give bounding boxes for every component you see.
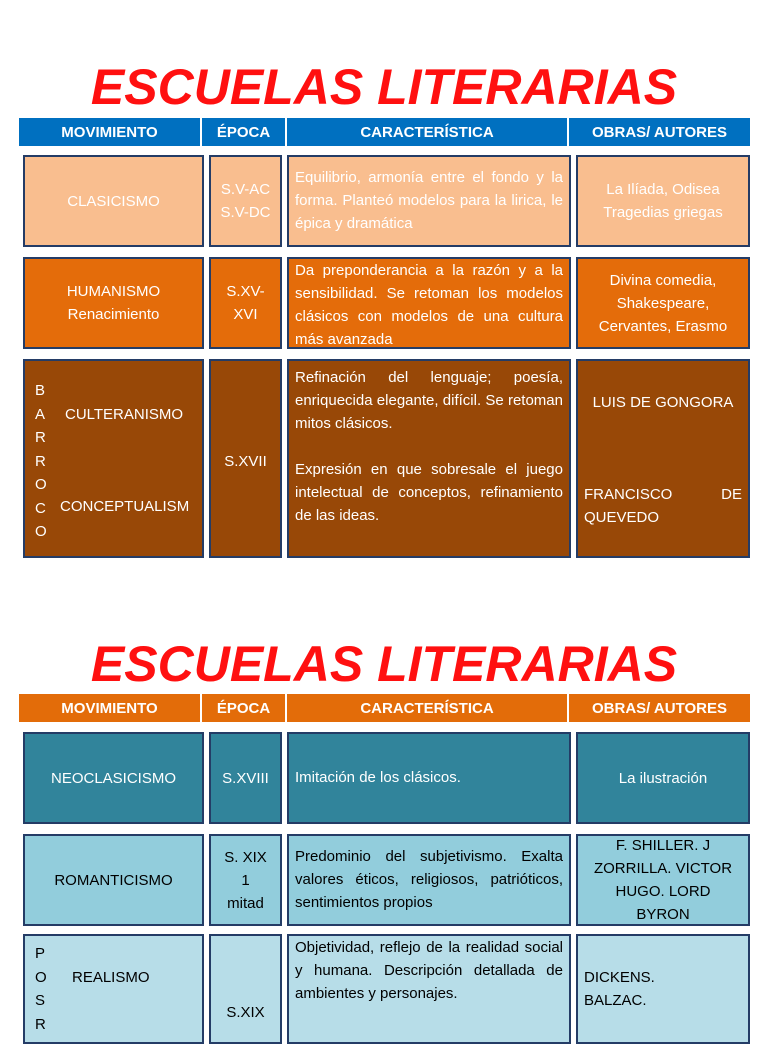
barroco-epoch-cell: [209, 359, 282, 558]
romanticismo-works-line: F. SHILLER. J: [615, 837, 711, 854]
humanismo-characteristic: Da preponderancia a la razón y a la sensibilidad. Se retoman los modelos clásicos con modelos de una cultura más avanzada: [295, 262, 563, 348]
realismo-characteristic-cell: [287, 934, 571, 1044]
romanticismo-characteristic: Predominio del subjetivismo. Exalta valores éticos, religiosos, patrióticos, sentimientos propios: [295, 848, 563, 911]
romanticismo-works-line: ZORRILLA. VICTOR: [593, 860, 733, 877]
clasicismo-characteristic: Equilibrio, armonía entre el fondo y la forma. Planteó modelos para la lirica, le épica y dramática: [295, 169, 563, 232]
clasicismo-works-line: Tragedias griegas: [603, 204, 723, 221]
header-movimiento: MOVIMIENTO: [19, 118, 202, 146]
humanismo-works-line: Divina comedia,: [609, 271, 717, 289]
realismo-works-line: DICKENS.: [584, 969, 655, 986]
neoclasicismo-works-cell: [576, 732, 750, 824]
romanticismo-epoch-line: 1: [241, 871, 250, 889]
barroco-works-cell: [576, 359, 750, 558]
humanismo-epoch-line: S.XV-: [226, 283, 265, 300]
romanticismo-works-line: HUGO. LORD: [615, 883, 711, 900]
neoclasicismo-epoch: S.XVIII: [222, 769, 269, 787]
humanismo-movement-line: HUMANISMO: [66, 283, 161, 300]
header-epoca: ÉPOCA: [202, 118, 287, 146]
conceptualismo-characteristic: Expresión en que sobresale el juego intelectual de conceptos, refinamiento de las ideas.: [295, 461, 563, 524]
humanismo-epoch-cell: [209, 257, 282, 349]
conceptualismo-label: CONCEPTUALISM: [60, 498, 190, 515]
barroco-movement-cell: [23, 359, 204, 558]
realismo-characteristic: Objetividad, reflejo de la realidad social y humana. Descripción detallada de ambientes y personajes.: [295, 939, 563, 1002]
realismo-works-cell: [576, 934, 750, 1044]
culteranismo-characteristic: Refinación del lenguaje; poesía, enriquecida elegante, difícil. Se retoman mitos clásicos.: [295, 369, 563, 432]
romanticismo-works-line: BYRON: [636, 906, 690, 923]
header-caracteristica: CARACTERÍSTICA: [287, 694, 569, 722]
romanticismo-epoch-line: mitad: [227, 894, 264, 912]
neoclasicismo-characteristic-cell: [287, 732, 571, 824]
neoclasicismo-movement: NEOCLASICISMO: [50, 769, 177, 787]
barroco-characteristic-cell: [287, 359, 571, 558]
clasicismo-characteristic-cell: [287, 155, 571, 247]
header-obras-autores: OBRAS/ AUTORES: [591, 123, 727, 141]
humanismo-works-cell: [576, 257, 750, 349]
header-epoca: ÉPOCA: [202, 694, 287, 722]
realismo-epoch-cell: [209, 934, 282, 1044]
author-quevedo-line1: FRANCISCO DE: [584, 486, 742, 503]
neoclasicismo-characteristic: Imitación de los clásicos.: [295, 769, 461, 786]
romanticismo-works-cell: [576, 834, 750, 926]
neoclasicismo-movement-cell: [23, 732, 204, 824]
clasicismo-epoch-line: S.V-DC: [220, 204, 271, 221]
culteranismo-label: CULTERANISMO: [65, 406, 184, 423]
humanismo-epoch-line: XVI: [233, 306, 258, 323]
clasicismo-epoch-cell: [209, 155, 282, 247]
realismo-epoch: S.XIX: [226, 1004, 265, 1021]
slide2-title: ESCUELAS LITERARIAS: [90, 636, 678, 692]
romanticismo-epoch-cell: [209, 834, 282, 926]
slide2-header-row: [19, 694, 750, 722]
humanismo-movement-line: Renacimiento: [67, 306, 160, 323]
romanticismo-epoch-line: S. XIX: [224, 848, 267, 866]
header-obras-autores: OBRAS/ AUTORES: [591, 699, 727, 717]
clasicismo-movement: CLASICISMO: [67, 192, 160, 210]
author-quevedo-line2: QUEVEDO: [584, 509, 660, 526]
clasicismo-works-line: La Ilíada, Odisea: [606, 181, 720, 198]
humanismo-movement-cell: [23, 257, 204, 349]
humanismo-characteristic-cell: [287, 257, 571, 349]
humanismo-works-line: Shakespeare,: [616, 294, 710, 312]
slide1-title: ESCUELAS LITERARIAS: [90, 59, 678, 115]
header-caracteristica: CARACTERÍSTICA: [287, 118, 569, 146]
clasicismo-works-cell: [576, 155, 750, 247]
clasicismo-movement-cell: [23, 155, 204, 247]
clasicismo-epoch-line: S.V-AC: [220, 181, 271, 198]
posromanticismo-vertical-label: P O S R: [35, 945, 47, 1033]
header-movimiento: MOVIMIENTO: [19, 694, 202, 722]
romanticismo-characteristic-cell: [287, 834, 571, 926]
slide1-header-row: [19, 118, 750, 146]
romanticismo-movement-cell: [23, 834, 204, 926]
humanismo-works-line: Cervantes, Erasmo: [598, 317, 728, 335]
realismo-label: REALISMO: [72, 969, 150, 986]
neoclasicismo-epoch-cell: [209, 732, 282, 824]
barroco-vertical-label: B A R R O C O: [35, 382, 47, 540]
romanticismo-movement: ROMANTICISMO: [54, 871, 173, 889]
realismo-movement-cell: [23, 934, 204, 1044]
author-gongora: LUIS DE GONGORA: [592, 394, 734, 411]
realismo-works-line: BALZAC.: [584, 992, 647, 1009]
neoclasicismo-works: La ilustración: [618, 769, 708, 787]
barroco-epoch: S.XVII: [224, 453, 267, 470]
